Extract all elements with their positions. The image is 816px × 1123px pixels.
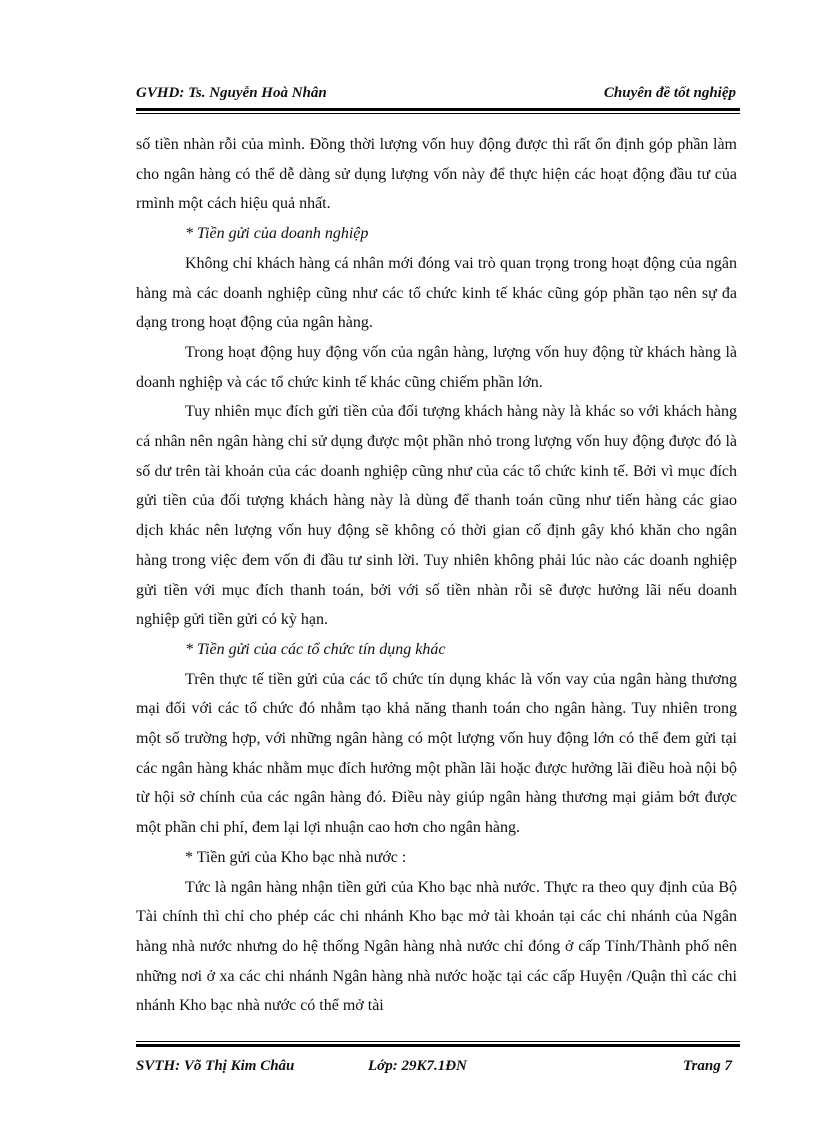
header-rule-thick <box>136 108 740 111</box>
footer-class: Lớp: 29K7.1ĐN <box>368 1058 467 1074</box>
page-footer <box>136 1058 736 1080</box>
header-advisor: GVHD: Ts. Nguyễn Hoà Nhân <box>136 85 327 101</box>
footer-rule-thick <box>136 1044 740 1047</box>
paragraph: Không chỉ khách hàng cá nhân mới đóng vai trò quan trọng trong hoạt động của ngân hàng mà các doanh nghiệp cũng như các tổ chức kinh tế khác cũng góp phần tạo nên sự đa dạng trong hoạt động của ngân hàng. <box>136 254 737 332</box>
page-header <box>136 85 736 107</box>
section-heading-treasury-deposits: * Tiền gửi của Kho bạc nhà nước : <box>185 848 407 866</box>
footer-page-number: Trang 7 <box>682 1058 732 1074</box>
header-rule-thin <box>136 113 740 114</box>
paragraph: Tức là ngân hàng nhận tiền gửi của Kho bạc nhà nước. Thực ra theo quy định của Bộ Tài chính thì chỉ cho phép các chi nhánh Kho bạc mở tài khoản tại các chi nhánh của Ngân hàng nhà nước nhưng do hệ thống Ngân hàng nhà nước chỉ đóng ở cấp Tỉnh/Thành phố nên những nơi ở xa các chi nhánh Ngân hàng nhà nước hoặc tại các cấp Huyện /Quận thì các chi nhánh Kho bạc nhà nước có thể mở tài <box>136 878 737 1015</box>
section-heading-enterprise-deposits: * Tiền gửi của doanh nghiệp <box>185 225 369 243</box>
section-heading-credit-institution-deposits: * Tiền gửi của các tổ chức tín dụng khác <box>185 640 446 658</box>
paragraph: Trong hoạt động huy động vốn của ngân hàng, lượng vốn huy động từ khách hàng là doanh nghiệp và các tổ chức kinh tế khác cũng chiếm phần lớn. <box>136 343 737 391</box>
header-title: Chuyên đề tốt nghiệp <box>603 85 736 101</box>
document-body <box>136 130 737 1021</box>
paragraph: Trên thực tế tiền gửi của các tổ chức tín dụng khác là vốn vay của ngân hàng thương mại đối với các tổ chức đó nhằm tạo khả năng thanh toán cho ngân hàng. Tuy nhiên trong một số trường hợp, với những ngân hàng có một lượng vốn huy động lớn có thể đem gửi tại các ngân hàng khác nhằm mục đích hưởng một phần lãi hoặc được hưởng lãi điều hoà nội bộ từ hội sở chính của các ngân hàng đó. Điều này giúp ngân hàng thương mại giảm bớt được một phần chi phí, đem lại lợi nhuận cao hơn cho ngân hàng. <box>136 670 737 837</box>
paragraph: Tuy nhiên mục đích gửi tiền của đối tượng khách hàng này là khác so với khách hàng cá nhân nên ngân hàng chỉ sử dụng được một phần nhỏ trong lượng vốn huy động được đó là số dư trên tài khoản của các doanh nghiệp cũng như của các tổ chức kinh tế. Bởi vì mục đích gửi tiền của đối tượng khách hàng này là dùng để thanh toán cũng như tiến hàng các giao dịch khác nên lượng vốn huy động sẽ không có thời gian cố định gây khó khăn cho ngân hàng trong việc đem vốn đi đầu tư sinh lời. Tuy nhiên không phải lúc nào các doanh nghiệp gửi tiền với mục đích thanh toán, bởi với số tiền nhàn rỗi sẽ được hưởng lãi nếu doanh nghiệp gửi tiền gửi có kỳ hạn. <box>136 403 737 629</box>
footer-rule-thin <box>136 1041 740 1042</box>
paragraph-continuation: số tiền nhàn rỗi của mình. Đồng thời lượng vốn huy động được thì rất ổn định góp phần làm cho ngân hàng có thể dễ dàng sử dụng lượng vốn này để thực hiện các hoạt động đầu tư của rmình một cách hiệu quả nhất. <box>136 136 737 213</box>
footer-student: SVTH: Võ Thị Kim Châu <box>136 1058 295 1074</box>
